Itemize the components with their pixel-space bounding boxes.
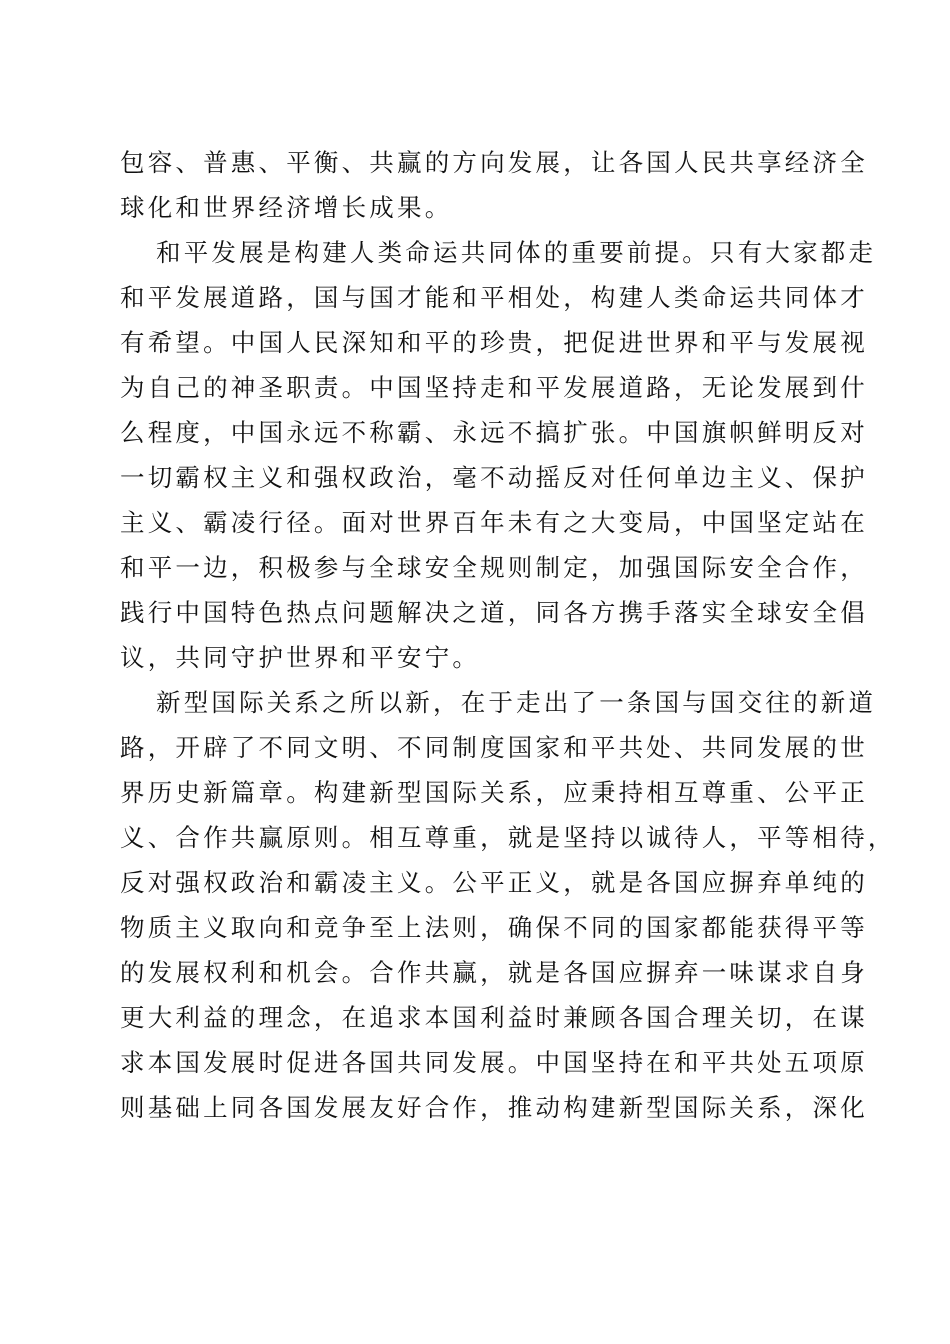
document-body [120,140,896,1130]
text-line: 包容、普惠、平衡、共赢的方向发展，让各国人民共享经济全 [120,148,868,177]
text-line: 有希望。中国人民深知和平的珍贵，把促进世界和平与发展视 [120,328,868,357]
text-line: 求本国发展时促进各国共同发展。中国坚持在和平共处五项原 [120,1048,868,1077]
text-line: 践行中国特色热点问题解决之道，同各方携手落实全球安全倡 [120,598,868,627]
text-line: 和平一边，积极参与全球安全规则制定，加强国际安全合作， [120,553,868,582]
text-line: 义、合作共赢原则。相互尊重，就是坚持以诚待人，平等相待， [120,823,896,852]
text-line: 球化和世界经济增长成果。 [120,193,453,222]
text-line: 么程度，中国永远不称霸、永远不搞扩张。中国旗帜鲜明反对 [120,418,868,447]
text-line: 新型国际关系之所以新，在于走出了一条国与国交往的新道 [156,688,877,717]
text-line: 议，共同守护世界和平安宁。 [120,643,481,672]
paragraph [120,140,868,230]
text-line: 的发展权利和机会。合作共赢，就是各国应摒弃一味谋求自身 [120,958,868,987]
text-line: 反对强权政治和霸凌主义。公平正义，就是各国应摒弃单纯的 [120,868,868,897]
text-line: 主义、霸凌行径。面对世界百年未有之大变局，中国坚定站在 [120,508,868,537]
text-line: 路，开辟了不同文明、不同制度国家和平共处、共同发展的世 [120,733,868,762]
paragraph [120,680,896,1130]
text-line: 则基础上同各国发展友好合作，推动构建新型国际关系，深化 [120,1093,868,1122]
text-line: 物质主义取向和竞争至上法则，确保不同的国家都能获得平等 [120,913,868,942]
text-line: 和平发展道路，国与国才能和平相处，构建人类命运共同体才 [120,283,868,312]
text-line: 一切霸权主义和强权政治，毫不动摇反对任何单边主义、保护 [120,463,868,492]
text-line: 和平发展是构建人类命运共同体的重要前提。只有大家都走 [156,238,877,267]
text-line: 更大利益的理念，在追求本国利益时兼顾各国合理关切，在谋 [120,1003,868,1032]
paragraph [120,230,877,680]
text-line: 界历史新篇章。构建新型国际关系，应秉持相互尊重、公平正 [120,778,868,807]
text-line: 为自己的神圣职责。中国坚持走和平发展道路，无论发展到什 [120,373,868,402]
